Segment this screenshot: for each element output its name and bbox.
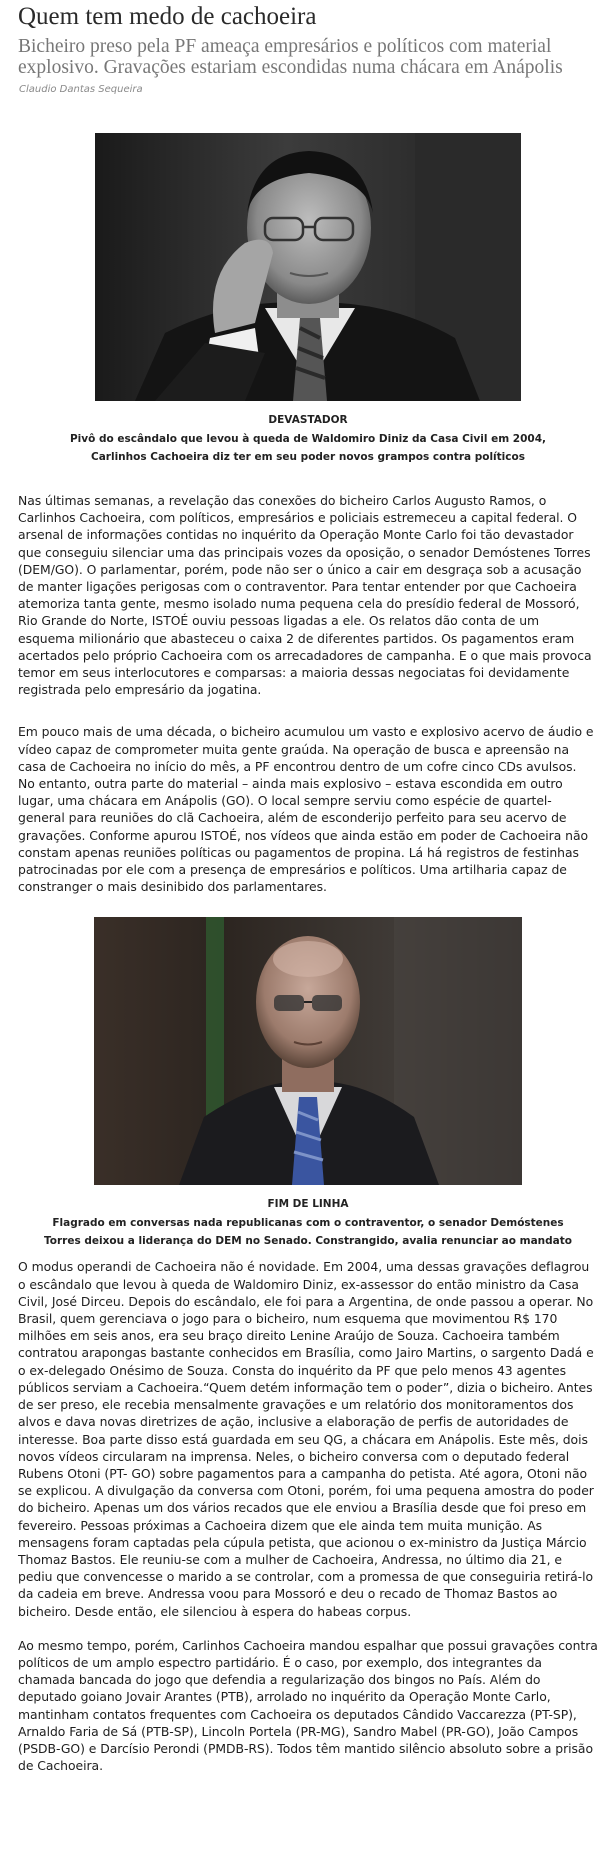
- photo-demostenes-torres: [94, 917, 522, 1185]
- figure2-caption-line2: Torres deixou a liderança do DEM no Senado. Constrangido, avalia renunciar ao mandato: [44, 1235, 572, 1248]
- figure2-caption-title: FIM DE LINHA: [267, 1198, 349, 1211]
- figure1-caption: [18, 430, 598, 466]
- photo-demostenes-torres-image: [94, 917, 522, 1185]
- paragraph-3: No entanto, outra parte do material – ainda mais explosivo – estava escondida em outro lugar, uma chácara em Anápolis (GO). O local sempre serviu como espécie de quartel-general para reuniões do clã Cachoeira, além de esconderijo perfeito para seu acervo de gravações. Conforme apurou ISTOÉ, nos vídeos que ainda estão em poder de Cachoeira não constam apenas reuniões políticas ou pagamentos de propina. Lá há registros de festinhas patrocinadas por ele com a presença de empresários e políticos. Uma artilharia capaz de constranger o mais desinibido dos parlamentares.: [18, 776, 589, 895]
- figure1-caption-line2: Carlinhos Cachoeira diz ter em seu poder novos grampos contra políticos: [91, 451, 525, 463]
- figure-devastador: [18, 133, 598, 466]
- paragraph-5: Ao mesmo tempo, porém, Carlinhos Cachoeira mandou espalhar que possui gravações contra políticos de um amplo espectro partidário. É o caso, por exemplo, dos integrantes da chamada bancada do jogo que defendia a regularização dos bingos no País. Além do deputado goiano Jovair Arantes (PTB), arrolado no inquérito da Operação Monte Carlo, mantinham contatos frequentes com Cachoeira os deputados Cândido Vaccarezza (PT-SP), Arnaldo Faria de Sá (PTB-SP), Lincoln Portela (PR-MG), Sandro Mabel (PR-GO), João Campos (PSDB-GO) e Darcísio Perondi (PMDB-RS). Todos têm mantido silêncio absoluto sobre a prisão de Cachoeira.: [18, 1637, 598, 1774]
- article-title: Quem tem medo de cachoeira: [18, 3, 317, 30]
- article-subtitle: Bicheiro preso pela PF ameaça empresários e políticos com material explosivo. Gravações estariam escondidas numa chácara em Anápolis: [18, 36, 563, 78]
- paragraph-2: Em pouco mais de uma década, o bicheiro acumulou um vasto e explosivo acervo de áudio e vídeo capaz de comprometer muita gente graúda. Na operação de busca e apreensão na casa de Cachoeira no início do mês, a PF encontrou dentro de um cofre cinco CDs avulsos.: [18, 724, 594, 774]
- paragraph-1: Nas últimas semanas, a revelação das conexões do bicheiro Carlos Augusto Ramos, o Carlinhos Cachoeira, com políticos, empresários e policiais estremeceu a capital federal. O arsenal de informações contidas no inquérito da Operação Monte Carlo foi tão devastador que conseguiu silenciar uma das principais vozes da oposição, o senador Demóstenes Torres (DEM/GO). O parlamentar, porém, pode não ser o único a cair em desgraça sob a acusação de manter ligações perigosas com o contraventor. Para tentar entender por que Cachoeira atemoriza tanta gente, mesmo isolado numa pequena cela do presídio federal de Mossoró, Rio Grande do Norte, ISTOÉ ouviu pessoas ligadas a ele. Os relatos dão conta de um esquema milionário que abasteceu o caixa 2 de diferentes partidos. Os pagamentos eram acertados pelo próprio Cachoeira com os arrecadadores de campanha. E o que mais provoca temor em seus interlocutores e comparsas: a maioria dessas negociatas foi devidamente registrada pelo empresário da jogatina.: [18, 493, 592, 698]
- figure-fim-de-linha: [18, 917, 598, 1250]
- photo-carlinhos-cachoeira-image: [95, 133, 521, 401]
- article-byline: Claudio Dantas Sequeira: [19, 84, 143, 95]
- figure1-caption-title: DEVASTADOR: [268, 414, 348, 426]
- figure1-caption-line1: Pivô do escândalo que levou à queda de Waldomiro Diniz da Casa Civil em 2004,: [69, 433, 547, 445]
- figure2-caption: [18, 1214, 598, 1250]
- figure2-caption-line1: Flagrado em conversas nada republicanas com o contraventor, o senador Demóstenes: [52, 1217, 564, 1230]
- paragraph-4: O modus operandi de Cachoeira não é novidade. Em 2004, uma dessas gravações deflagrou o escândalo que levou à queda de Waldomiro Diniz, ex-assessor do então ministro da Casa Civil, José Dirceu. Depois do escândalo, ele foi para a Argentina, de onde passou a operar. No Brasil, quem gerenciava o jogo para o bicheiro, num esquema que movimentou R$ 170 milhões em seis anos, era seu braço direito Lenine Araújo de Souza. Cachoeira também contratou arapongas bastante conhecidos em Brasília, como Jairo Martins, o sargento Dadá e o ex-delegado Onésimo de Souza. Consta do inquérito da PF que pelo menos 43 agentes públicos serviam a Cachoeira.“Quem detém informação tem o poder”, dizia o bicheiro. Antes de ser preso, ele recebia mensalmente gravações e um relatório dos monitoramentos dos alvos e dava novas diretrizes de ação, inclusive a elaboração de perfis de autoridades de interesse. Boa parte disso está guardada em seu QG, a chácara em Anápolis. Este mês, dois novos vídeos circularam na imprensa. Neles, o bicheiro conversa com o deputado federal Rubens Otoni (PT- GO) sobre pagamentos para a campanha do petista. Até agora, Otoni não se explicou. A divulgação da conversa com Otoni, porém, foi uma pequena amostra do poder do bicheiro. Apenas um dos vários recados que ele enviou a Brasília desde que foi preso em fevereiro. Pessoas próximas a Cachoeira dizem que ele ainda tem muita munição. As mensagens foram captadas pela cúpula petista, que acionou o ex-ministro da Justiça Márcio Thomaz Bastos. Ele reuniu-se com a mulher de Cachoeira, Andressa, no último dia 21, e pediu que convencesse o marido a se controlar, com a promessa de que conseguiria retirá-lo da cadeia em breve. Andressa voou para Mossoró e deu o recado de Thomaz Bastos ao bicheiro. Desde então, ele silenciou à espera do habeas corpus.: [18, 1259, 594, 1619]
- photo-carlinhos-cachoeira: [95, 133, 521, 401]
